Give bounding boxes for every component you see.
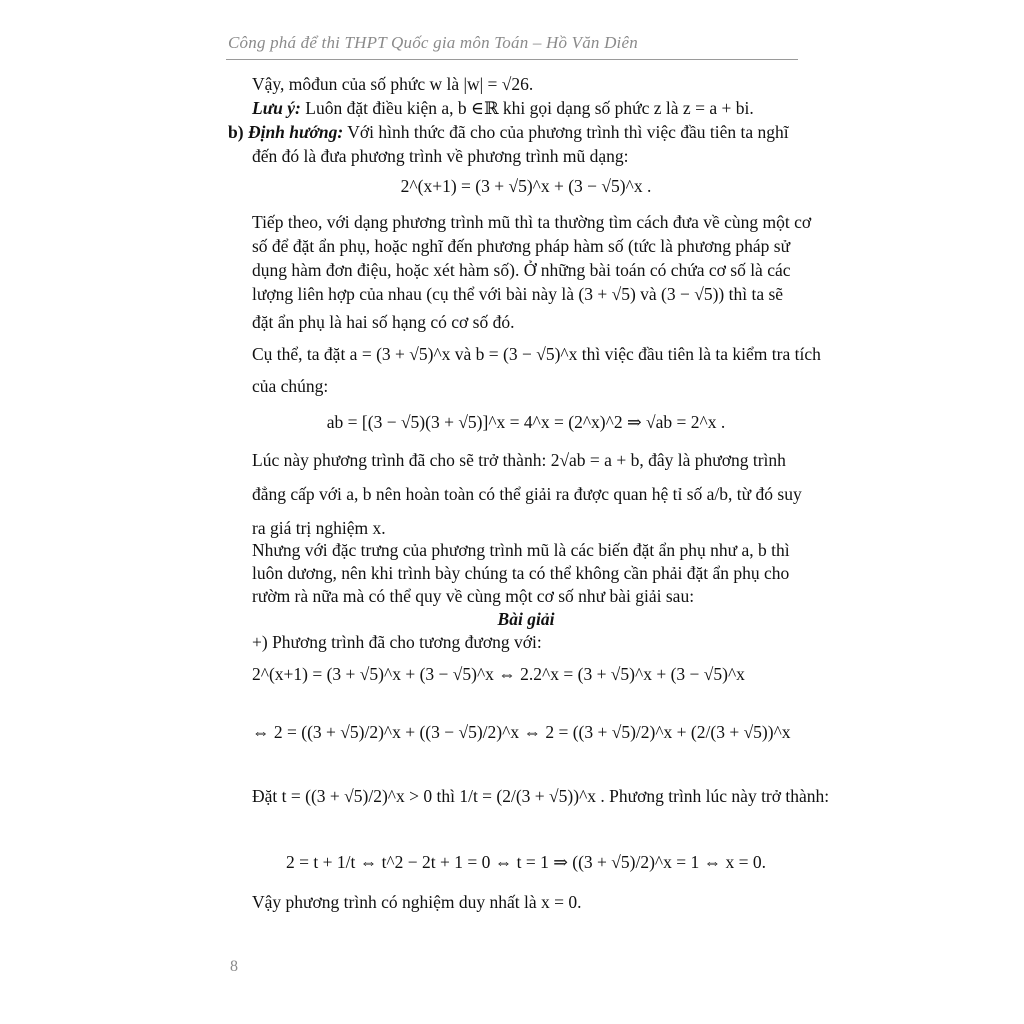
note-label: Lưu ý: xyxy=(252,98,301,118)
equation-5: Đặt t = ((3 + √5)/2)^x > 0 thì 1/t = (2/(3 + √5))^x . Phương trình lúc này trở thành: xyxy=(252,786,830,806)
line-6: số để đặt ẩn phụ, hoặc nghĩ đến phương pháp hàm số (tức là phương pháp sử xyxy=(252,236,791,256)
line-11: của chúng: xyxy=(252,376,329,396)
line-7: dụng hàm đơn điệu, hoặc xét hàm số). Ở những bài toán có chứa cơ số là các xyxy=(252,260,791,280)
part-b-marker: b) xyxy=(228,122,244,142)
line-12: Lúc này phương trình đã cho sẽ trở thành: 2√ab = a + b, đây là phương trình xyxy=(252,450,786,470)
conclusion-line: Vậy phương trình có nghiệm duy nhất là x = 0. xyxy=(252,892,582,912)
header-rule xyxy=(226,59,798,60)
equation-1: 2^(x+1) = (3 + √5)^x + (3 − √5)^x . xyxy=(400,176,652,196)
line-modulus: Vậy, môđun của số phức w là |w| = √26. xyxy=(252,74,534,94)
line-15: Nhưng với đặc trưng của phương trình mũ là các biến đặt ẩn phụ như a, b thì xyxy=(252,540,790,560)
line-5: Tiếp theo, với dạng phương trình mũ thì ta thường tìm cách đưa về cùng một cơ xyxy=(252,212,812,232)
line-14: ra giá trị nghiệm x. xyxy=(252,518,386,538)
equation-6: 2 = t + 1/t ⇔ t^2 − 2t + 1 = 0 ⇔ t = 1 ⇒ ((3 + √5)/2)^x = 1 ⇔ x = 0. xyxy=(286,852,766,872)
direction-text: Với hình thức đã cho của phương trình thì việc đầu tiên ta nghĩ xyxy=(347,122,789,142)
equation-3: 2^(x+1) = (3 + √5)^x + (3 − √5)^x ⇔ 2.2^x = (3 + √5)^x + (3 − √5)^x xyxy=(252,664,745,684)
page-number: 8 xyxy=(230,958,238,975)
line-4: đến đó là đưa phương trình về phương trình mũ dạng: xyxy=(252,146,629,166)
line-17: rườm rà nữa mà có thể quy về cùng một cơ số như bài giải sau: xyxy=(252,586,695,606)
line-16: luôn dương, nên khi trình bày chúng ta có thể không cần phải đặt ẩn phụ cho xyxy=(252,563,790,583)
running-header: Công phá để thi THPT Quốc gia môn Toán – Hồ Văn Diên xyxy=(228,33,638,52)
note-text: Luôn đặt điều kiện a, b ∈ℝ khi gọi dạng số phức z là z = a + bi. xyxy=(305,98,754,118)
line-8: lượng liên hợp của nhau (cụ thể với bài này là (3 + √5) và (3 − √5)) thì ta sẽ xyxy=(252,284,784,304)
line-10: Cụ thể, ta đặt a = (3 + √5)^x và b = (3 − √5)^x thì việc đầu tiên là ta kiểm tra tích xyxy=(252,344,821,364)
solution-title: Bài giải xyxy=(497,609,555,629)
line-18: +) Phương trình đã cho tương đương với: xyxy=(252,632,542,652)
line-13: đẳng cấp với a, b nên hoàn toàn có thể giải ra được quan hệ tỉ số a/b, từ đó suy xyxy=(252,484,802,504)
equation-2: ab = [(3 − √5)(3 + √5)]^x = 4^x = (2^x)^2 ⇒ √ab = 2^x . xyxy=(326,412,726,432)
direction-line xyxy=(228,122,789,143)
line-9: đặt ẩn phụ là hai số hạng có cơ số đó. xyxy=(252,312,515,332)
direction-label: Định hướng: xyxy=(247,122,344,142)
note-line xyxy=(252,98,754,119)
equation-4: ⇔ 2 = ((3 + √5)/2)^x + ((3 − √5)/2)^x ⇔ 2 = ((3 + √5)/2)^x + (2/(3 + √5))^x xyxy=(252,722,791,742)
